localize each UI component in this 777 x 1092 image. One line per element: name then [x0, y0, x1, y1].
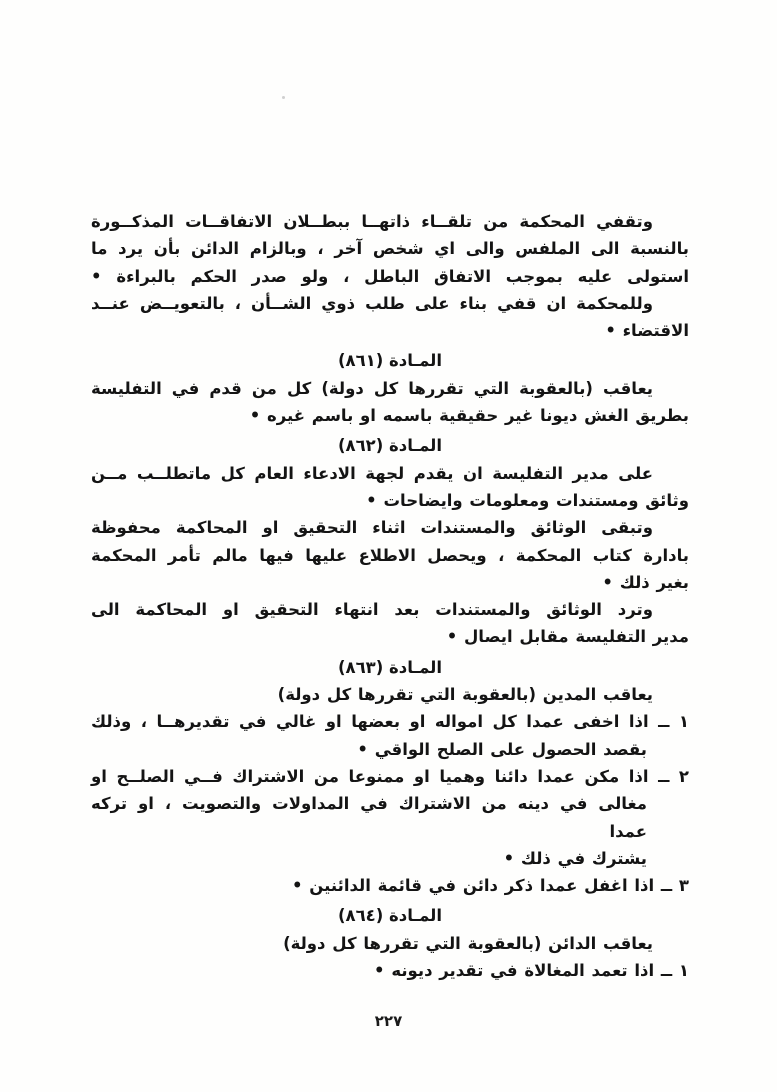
text-line: يعاقب المدين (بالعقوبة التي تقررها كل دولة): [277, 685, 653, 705]
text-line: استولى عليه بموجب الاتفاق الباطل ، ولو صدر الحكم بالبراءة •: [91, 266, 689, 286]
text-line: يعاقب (بالعقوبة التي تقررها كل دولة) كل من قدم في التفليسة: [91, 378, 653, 398]
text-line: وترد الوثائق والمستندات بعد انتهاء التحقيق او المحاكمة الى: [91, 600, 653, 620]
document-text: [91, 208, 689, 984]
text-line: وللمحكمة ان قفي بناء على طلب ذوي الشــأن ، بالتعويــض عنــد: [91, 293, 653, 313]
text-line: مغالى في دينه من الاشتراك في المداولات والتصويت ، او تركه عمدا: [91, 794, 647, 841]
text-line: يعاقب الدائن (بالعقوبة التي تقررها كل دولة): [283, 933, 653, 953]
text-line: بقصد الحصول على الصلح الواقي •: [357, 739, 647, 759]
text-line: بادارة كتاب المحكمة ، ويحصل الاطلاع عليها فيها مالم تأمر المحكمة: [91, 545, 689, 565]
scan-artifact-dot: [282, 96, 285, 99]
text-line: على مدير التفليسة ان يقدم لجهة الادعاء العام كل ماتطلــب مــن: [91, 463, 653, 483]
article-863-heading: المـادة (٨٦٣): [337, 657, 442, 677]
text-line: ٣ ــ اذا اغفل عمدا ذكر دائن في قائمة الدائنين •: [292, 876, 689, 896]
text-line: بطريق الغش ديونا غير حقيقية باسمه او باسم غيره •: [249, 406, 689, 426]
text-line: بغير ذلك •: [602, 572, 689, 592]
page-number: ٢٢٧: [374, 1012, 403, 1030]
text-line: يشترك في ذلك •: [503, 848, 647, 868]
text-line: ١ ــ اذا تعمد المغالاة في تقدير ديونه •: [374, 961, 689, 981]
text-line: بالنسبة الى الملفس والى اي شخص آخر ، وبالزام الدائن بأن يرد ما: [91, 239, 689, 259]
text-line: وثائق ومستندات ومعلومات وايضاحات •: [366, 490, 689, 510]
text-line: وتبقى الوثائق والمستندات اثناء التحقيق او المحاكمة محفوظة: [91, 518, 653, 538]
text-line: ٢ ــ اذا مكن عمدا دائنا وهميا او ممنوعا من الاشتراك فــي الصلــح او: [91, 766, 689, 786]
text-line: ١ ــ اذا اخفى عمدا كل امواله او بعضها او غالي في تقديرهــا ، وذلك: [91, 712, 689, 732]
article-862-heading: المـادة (٨٦٢): [337, 436, 442, 456]
article-864-heading: المـادة (٨٦٤): [337, 906, 442, 926]
text-line: وتقفي المحكمة من تلقــاء ذاتهــا ببطــلان الاتفاقــات المذكــورة: [91, 212, 653, 231]
text-line: الاقتضاء •: [605, 321, 689, 341]
article-861-heading: المـادة (٨٦١): [337, 351, 442, 371]
text-line: مدير التفليسة مقابل ايصال •: [446, 627, 689, 647]
